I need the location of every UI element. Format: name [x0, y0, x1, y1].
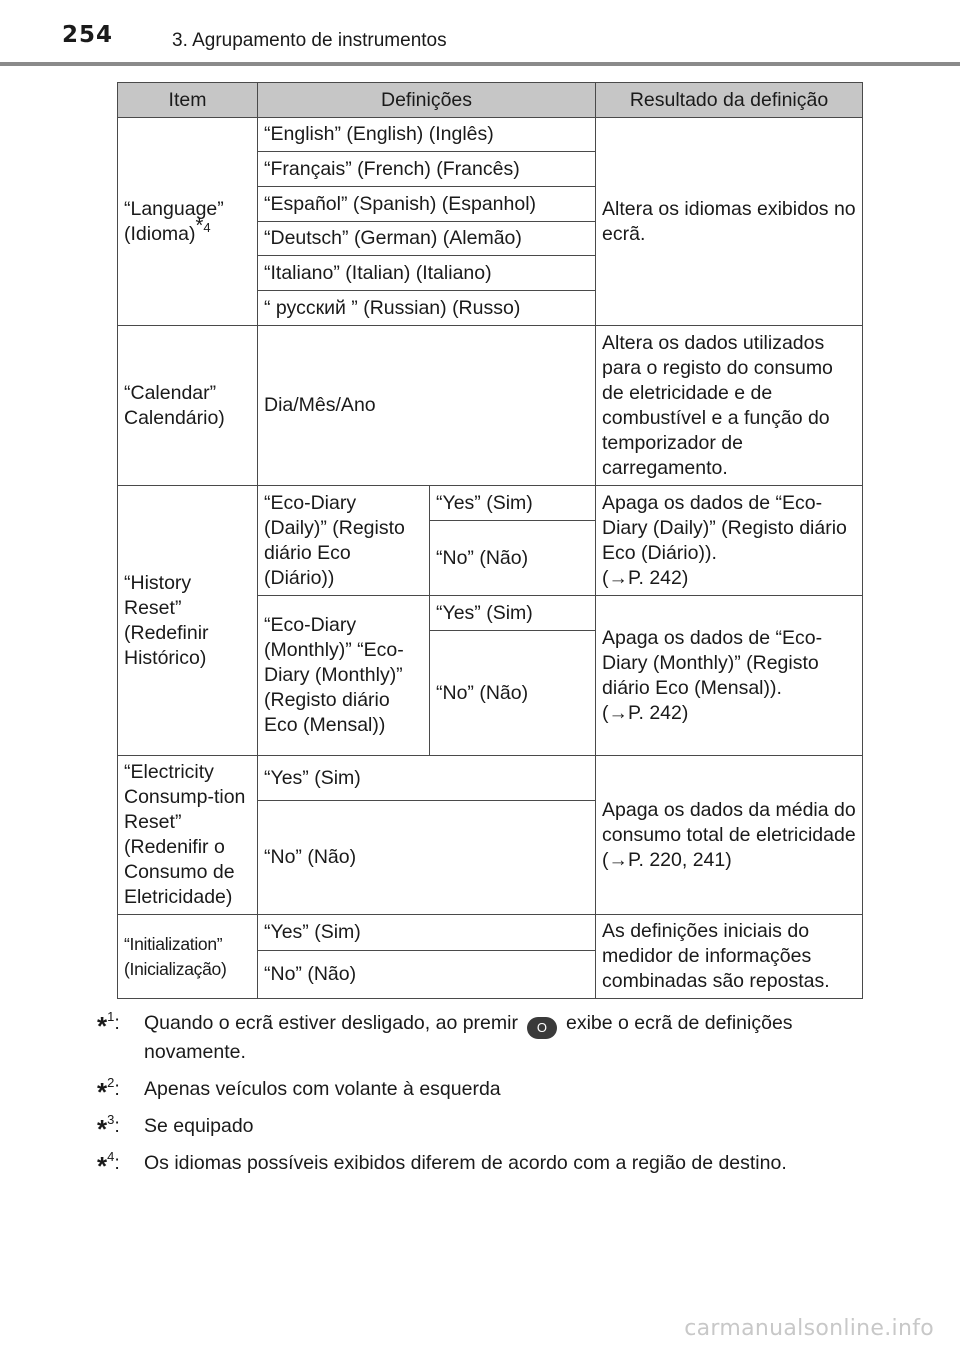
- electricity-result: Apaga os dados da média do consumo total de eletricidade (→P. 220, 241): [596, 756, 863, 915]
- language-option: “Italiano” (Italian) (Italiano): [258, 256, 596, 291]
- initialization-item: “Initialization” (Inicialização): [118, 915, 258, 999]
- history-daily-result: Apaga os dados de “Eco-Diary (Daily)” (Registo diário Eco (Diário)). (→P. 242): [596, 486, 863, 596]
- watermark: carmanualsonline.info: [684, 1316, 934, 1341]
- footnote-4: *$^4$: Os idiomas possíveis exibidos diferem de acordo com a região de destino.: [97, 1149, 787, 1181]
- calendar-item: “Calendar” Calendário): [118, 326, 258, 486]
- table-row: [118, 118, 863, 152]
- table-row: [118, 326, 863, 486]
- settings-table: [117, 82, 863, 999]
- electricity-no: “No” (Não): [258, 801, 596, 915]
- electricity-yes: “Yes” (Sim): [258, 756, 596, 801]
- header-settings: Definições: [258, 83, 596, 118]
- language-option: “Deutsch” (German) (Alemão): [258, 222, 596, 256]
- electricity-item: “Electricity Consump-tion Reset” (Redenifir o Consumo de Eletricidade): [118, 756, 258, 915]
- table-header-row: [118, 83, 863, 118]
- calendar-result: Altera os dados utilizados para o registo do consumo de eletricidade e de combustível e a função do temporizador de carregamento.: [596, 326, 863, 486]
- header-item: Item: [118, 83, 258, 118]
- table-row: [118, 756, 863, 801]
- footnote-1: *$^1$: Quando o ecrã estiver desligado, ao premir O exibe o ecrã de definições novamente.: [97, 1009, 793, 1063]
- history-daily-yes: “Yes” (Sim): [430, 486, 596, 521]
- footnote-2: *$^2$: Apenas veículos com volante à esquerda: [97, 1075, 501, 1107]
- initialization-no: “No” (Não): [258, 951, 596, 999]
- language-option: “Español” (Spanish) (Espanhol): [258, 187, 596, 222]
- table-row: [118, 915, 863, 951]
- initialization-result: As definições iniciais do medidor de informações combinadas são repostas.: [596, 915, 863, 999]
- footnote-3: *$^3$: Se equipado: [97, 1112, 254, 1144]
- initialization-yes: “Yes” (Sim): [258, 915, 596, 951]
- footnotes: [97, 1010, 867, 1187]
- display-button-icon: O: [527, 1017, 557, 1039]
- history-monthly-yes: “Yes” (Sim): [430, 596, 596, 631]
- page-number: 254: [62, 22, 114, 48]
- page-header: [0, 0, 960, 66]
- calendar-setting: Dia/Mês/Ano: [258, 326, 596, 486]
- history-monthly-no: “No” (Não): [430, 631, 596, 756]
- history-daily-no: “No” (Não): [430, 521, 596, 596]
- table-row: [118, 486, 863, 521]
- language-option: “English” (English) (Inglês): [258, 118, 596, 152]
- language-item: “Language” (Idioma)$^{*4}$: [118, 118, 258, 326]
- history-monthly-result: Apaga os dados de “Eco-Diary (Monthly)” (Registo diário Eco (Mensal)). (→P. 242): [596, 596, 863, 756]
- history-monthly-label: “Eco-Diary (Monthly)” “Eco-Diary (Monthly)” (Registo diário Eco (Mensal)): [258, 596, 430, 756]
- section-title: 3. Agrupamento de instrumentos: [172, 30, 447, 51]
- history-item: “History Reset” (Redefinir Histórico): [118, 486, 258, 756]
- language-option: “ русский ” (Russian) (Russo): [258, 291, 596, 326]
- language-option: “Français” (French) (Francês): [258, 152, 596, 187]
- history-daily-label: “Eco-Diary (Daily)” (Registo diário Eco (Diário)): [258, 486, 430, 596]
- language-result: Altera os idiomas exibidos no ecrã.: [596, 118, 863, 326]
- header-divider: [0, 62, 960, 66]
- header-result: Resultado da definição: [596, 83, 863, 118]
